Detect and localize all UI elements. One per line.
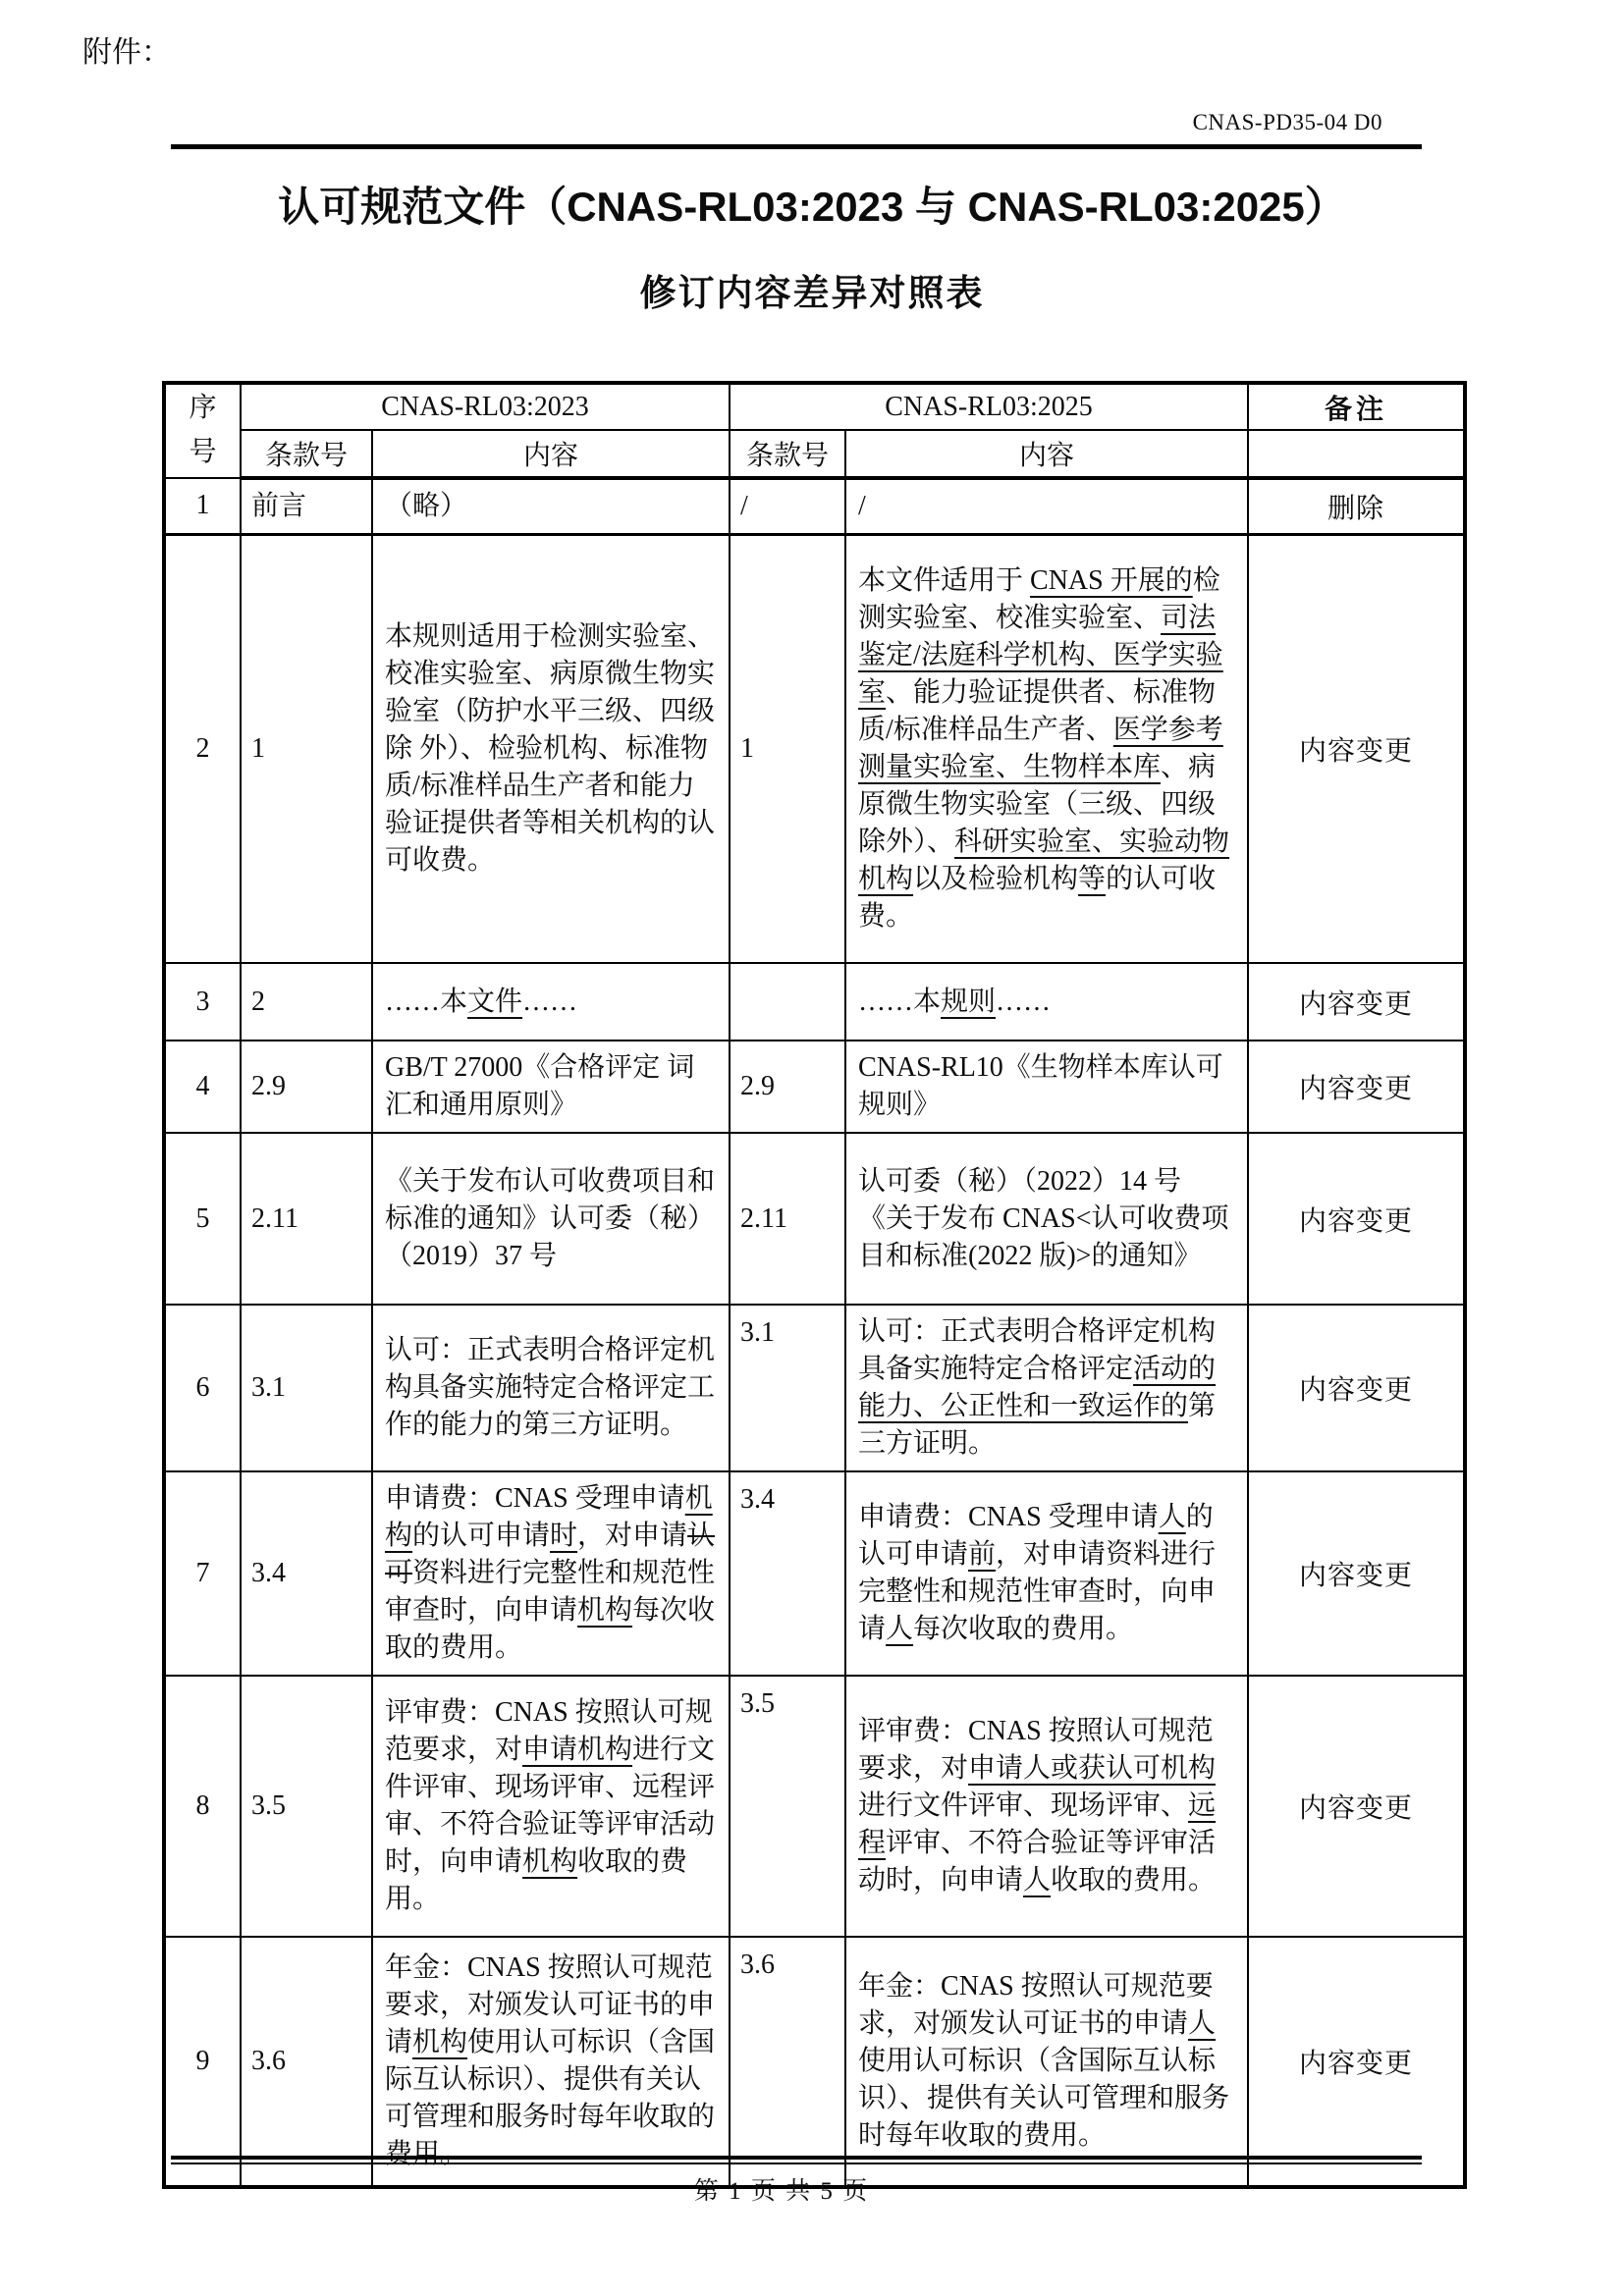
content-2025 bbox=[845, 1676, 1248, 1937]
revision-underline: 人 bbox=[886, 1614, 914, 1645]
revision-underline: 医学参考测量实验室、生物样本库 bbox=[858, 714, 1223, 782]
content-2025 bbox=[845, 1937, 1248, 2187]
attachment-label: 附件： bbox=[82, 36, 171, 69]
content-2025 bbox=[845, 1305, 1248, 1471]
page-title: 认可规范文件（CNAS-RL03:2023 与 CNAS-RL03:2025） bbox=[278, 184, 1346, 230]
text-segment: 检测实验室、校准实验室、 bbox=[858, 564, 1220, 633]
clause-2025: 2.9 bbox=[730, 1041, 845, 1133]
text-segment: 评审费：CNAS 按照认可规范要求，对 bbox=[385, 1697, 713, 1766]
clause-2023: 3.6 bbox=[241, 1937, 372, 2187]
clause-2023: 1 bbox=[241, 534, 372, 963]
header-seq: 序号 bbox=[164, 383, 241, 478]
text-segment: 评审费：CNAS 按照认可规范要求，对 bbox=[858, 1716, 1214, 1785]
clause-2023: 2 bbox=[241, 963, 372, 1041]
text-segment: 认可委（秘）（2022）14 号《关于发布 CNAS<认可收费项目和标准(2022 版)>的通知》 bbox=[858, 1165, 1229, 1271]
text-segment: GB/T 27000《合格评定 词汇和通用原则》 bbox=[385, 1052, 695, 1121]
revision-underline: CNAS 开展的 bbox=[1030, 564, 1193, 596]
text-segment: 以及检验机构 bbox=[913, 863, 1079, 894]
clause-2025: 3.1 bbox=[730, 1305, 845, 1471]
revision-underline: 申请人或获认可机构 bbox=[968, 1753, 1217, 1785]
text-segment: 《关于发布认可收费项目和标准的通知》认可委（秘）（2019）37 号 bbox=[385, 1165, 716, 1271]
text-segment: 评审、不符合验证等评审活动时，向申请 bbox=[858, 1828, 1217, 1896]
text-segment: 申请费：CNAS 受理申请 bbox=[385, 1483, 685, 1515]
text-segment: 每次收取的费用。 bbox=[385, 1595, 716, 1664]
remark: 删除 bbox=[1248, 478, 1465, 535]
content-2023 bbox=[372, 534, 730, 963]
clause-2025: / bbox=[730, 478, 845, 535]
text-segment: 认可：正式表明合格评定机构具备实施特定合格评定工作的能力的第三方证明。 bbox=[385, 1335, 716, 1441]
content-2023 bbox=[372, 963, 730, 1041]
revision-underline: 前 bbox=[968, 1539, 997, 1571]
revision-underline: 司法鉴定/法庭科学机构、医学实验室 bbox=[858, 602, 1223, 708]
remark: 内容变更 bbox=[1248, 1133, 1465, 1305]
revision-underline: 机构 bbox=[385, 1483, 713, 1552]
remark: 内容变更 bbox=[1248, 1937, 1465, 2187]
text-segment: 年金：CNAS 按照认可规范要求，对颁发认可证书的申请 bbox=[858, 1971, 1214, 2040]
header-2023: CNAS-RL03:2023 bbox=[241, 383, 730, 430]
text-segment: 认可：正式表明合格评定机构具备实施特定合格评定 bbox=[858, 1316, 1217, 1385]
table-row bbox=[164, 534, 1465, 963]
content-2025 bbox=[845, 478, 1248, 535]
row-seq: 5 bbox=[164, 1133, 241, 1305]
table-row bbox=[164, 1041, 1465, 1133]
content-2025 bbox=[845, 1041, 1248, 1133]
revision-underline: 远程 bbox=[858, 1790, 1217, 1859]
text-segment: 进行文件评审、现场评审、 bbox=[858, 1790, 1189, 1822]
row-seq: 6 bbox=[164, 1305, 241, 1471]
revision-underline: 人 bbox=[1023, 1865, 1052, 1896]
page-subtitle: 修订内容差异对照表 bbox=[639, 273, 985, 313]
clause-2025: 1 bbox=[730, 534, 845, 963]
table-row bbox=[164, 1471, 1465, 1676]
header-clause-2023: 条款号 bbox=[241, 430, 372, 477]
revision-underline: 科研实验室、实验动物机构 bbox=[858, 826, 1230, 894]
page-footer: 第 1 页 共 5 页 bbox=[693, 2178, 870, 2205]
revision-underline: 申请机构 bbox=[522, 1735, 633, 1766]
content-2023 bbox=[372, 478, 730, 535]
revision-strikethrough: 认可 bbox=[385, 1521, 716, 1589]
content-2023 bbox=[372, 1133, 730, 1305]
header-2025: CNAS-RL03:2025 bbox=[730, 383, 1248, 430]
row-seq: 7 bbox=[164, 1471, 241, 1676]
text-segment: 、能力验证提供者、标准物质/标准样品生产者、 bbox=[858, 676, 1217, 745]
clause-2023: 2.9 bbox=[241, 1041, 372, 1133]
row-seq: 9 bbox=[164, 1937, 241, 2187]
clause-2023: 3.1 bbox=[241, 1305, 372, 1471]
text-segment: 的认可申请 bbox=[412, 1521, 551, 1552]
table-header-row-1 bbox=[164, 383, 1465, 430]
footer-rule bbox=[171, 2156, 1422, 2164]
clause-2025: 3.4 bbox=[730, 1471, 845, 1676]
text-segment: ……本 bbox=[858, 986, 942, 1017]
content-2023 bbox=[372, 1305, 730, 1471]
revision-underline: 文件 bbox=[467, 986, 523, 1017]
text-segment: CNAS-RL10《生物样本库认可规则》 bbox=[858, 1052, 1223, 1121]
header-content-2023: 内容 bbox=[372, 430, 730, 477]
row-seq: 3 bbox=[164, 963, 241, 1041]
clause-2025: 3.5 bbox=[730, 1676, 845, 1937]
remark: 内容变更 bbox=[1248, 1041, 1465, 1133]
row-seq: 1 bbox=[164, 478, 241, 535]
revision-underline: 机构 bbox=[577, 1595, 633, 1627]
remark: 内容变更 bbox=[1248, 1305, 1465, 1471]
revision-underline: 机构 bbox=[522, 1846, 578, 1878]
remark: 内容变更 bbox=[1248, 1471, 1465, 1676]
table-row bbox=[164, 1676, 1465, 1937]
table-row bbox=[164, 1937, 1465, 2187]
text-segment: 每次收取的费用。 bbox=[913, 1614, 1134, 1645]
text-segment: 年金：CNAS 按照认可规范要求，对颁发认可证书的申请 bbox=[385, 1952, 716, 2058]
header-content-2025: 内容 bbox=[845, 430, 1248, 477]
text-segment: 收取的费用。 bbox=[1051, 1865, 1217, 1896]
clause-2025: 2.11 bbox=[730, 1133, 845, 1305]
text-segment: ，对申请资料进行完整性和规范性审查时，向申请 bbox=[858, 1539, 1217, 1645]
row-seq: 2 bbox=[164, 534, 241, 963]
revision-underline: 规则 bbox=[941, 986, 997, 1017]
table-row bbox=[164, 478, 1465, 535]
text-segment: 使用认可标识（含国际互认标识）、提供有关认可管理和服务时每年收取的费用。 bbox=[858, 2046, 1230, 2152]
text-segment: / bbox=[858, 490, 866, 521]
header-rule bbox=[171, 144, 1422, 149]
content-2025 bbox=[845, 534, 1248, 963]
text-segment: …… bbox=[996, 986, 1052, 1017]
text-segment: 使用认可标识（含国际互认标识）、提供有关认可管理和服务时每年收取的费用。 bbox=[385, 2027, 716, 2170]
text-segment: 第三方证明。 bbox=[858, 1391, 1217, 1460]
header-remark: 备注 bbox=[1248, 383, 1465, 430]
text-segment: （略） bbox=[385, 490, 468, 521]
row-seq: 8 bbox=[164, 1676, 241, 1937]
text-segment: 的认可收费。 bbox=[858, 863, 1217, 932]
header-remark-empty bbox=[1248, 430, 1465, 477]
clause-2023: 2.11 bbox=[241, 1133, 372, 1305]
text-segment: 本规则适用于检测实验室、校准实验室、病原微生物实验室（防护水平三级、四级除 外）、检验机构、标准物质/标准样品生产者和能力验证提供者等相关机构的认可收费。 bbox=[385, 620, 716, 876]
remark: 内容变更 bbox=[1248, 534, 1465, 963]
text-segment: …… bbox=[522, 986, 578, 1017]
remark: 内容变更 bbox=[1248, 1676, 1465, 1937]
clause-2025 bbox=[730, 963, 845, 1041]
revision-underline: 人 bbox=[1188, 2008, 1217, 2040]
revision-underline: 人 bbox=[1158, 1502, 1186, 1533]
table-header-row-2 bbox=[164, 430, 1465, 477]
text-segment: 收取的费用。 bbox=[385, 1846, 688, 1915]
content-2025 bbox=[845, 1471, 1248, 1676]
text-segment: 、病原微生物实验室（三级、四级除外）、 bbox=[858, 751, 1217, 857]
revision-underline: 等 bbox=[1078, 863, 1107, 894]
text-segment: 进行文件评审、现场评审、远程评审、不符合验证等评审活动时，向申请 bbox=[385, 1735, 716, 1878]
text-segment: 本文件适用于 bbox=[858, 564, 1031, 596]
text-segment: 申请费：CNAS 受理申请 bbox=[858, 1502, 1159, 1533]
content-2023 bbox=[372, 1676, 730, 1937]
text-segment: ，对申请 bbox=[577, 1521, 688, 1552]
row-seq: 4 bbox=[164, 1041, 241, 1133]
content-2023 bbox=[372, 1937, 730, 2187]
content-2023 bbox=[372, 1471, 730, 1676]
table-row bbox=[164, 963, 1465, 1041]
text-segment: 资料进行完整性和规范性审查时，向申请 bbox=[385, 1558, 716, 1627]
content-2023 bbox=[372, 1041, 730, 1133]
revision-underline: 时 bbox=[550, 1521, 578, 1552]
diff-table bbox=[162, 381, 1467, 2189]
clause-2023: 3.5 bbox=[241, 1676, 372, 1937]
clause-2023: 3.4 bbox=[241, 1471, 372, 1676]
content-2025 bbox=[845, 1133, 1248, 1305]
revision-underline: 机构 bbox=[412, 2027, 468, 2058]
remark: 内容变更 bbox=[1248, 963, 1465, 1041]
clause-2025: 3.6 bbox=[730, 1937, 845, 2187]
text-segment: 的认可申请 bbox=[858, 1502, 1214, 1571]
table-row bbox=[164, 1305, 1465, 1471]
doc-code: CNAS-PD35-04 D0 bbox=[1192, 110, 1382, 134]
table-row bbox=[164, 1133, 1465, 1305]
revision-underline: 活动的能力、公正性和一致运作的 bbox=[858, 1354, 1217, 1422]
content-2025 bbox=[845, 963, 1248, 1041]
header-clause-2025: 条款号 bbox=[730, 430, 845, 477]
text-segment: ……本 bbox=[385, 986, 468, 1017]
clause-2023: 前言 bbox=[241, 478, 372, 535]
